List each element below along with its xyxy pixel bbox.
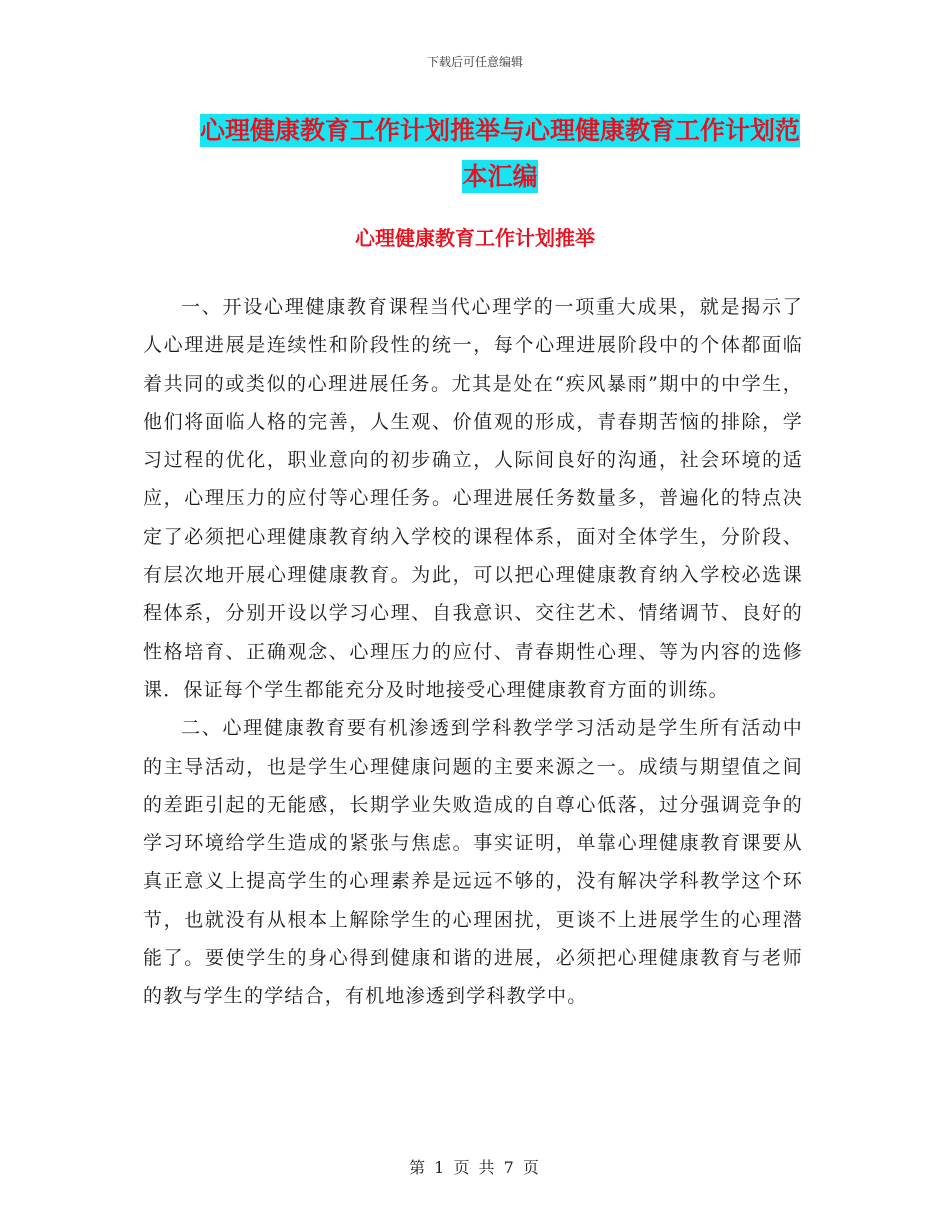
page-number: 第 1 页 共 7 页 [409, 1158, 541, 1177]
paragraph: 一、开设心理健康教育课程当代心理学的一项重大成果，就是揭示了人心理进展是连续性和阶段性的统一，每个心理进展阶段中的个体都面临着共同的或类似的心理进展任务。尤其是处在“疾风暴雨”期中的中学生，他们将面临人格的完善，人生观、价值观的形成，青春期苦恼的排除，学习过程的优化，职业意向的初步确立，人际间良好的沟通，社会环境的适应，心理压力的应付等心理任务。心理进展任务数量多，普遍化的特点决定了必须把心理健康教育纳入学校的课程体系，面对全体学生，分阶段、有层次地开展心理健康教育。为此，可以把心理健康教育纳入学校必选课程体系，分别开设以学习心理、自我意识、交往艺术、情绪调节、良好的性格培育、正确观念、心理压力的应付、青春期性心理、等为内容的选修课．保证每个学生都能充分及时地接受心理健康教育方面的训练。 [143, 296, 803, 701]
paragraph: 二、心理健康教育要有机渗透到学科教学学习活动是学生所有活动中的主导活动，也是学生心理健康问题的主要来源之一。成绩与期望值之间的差距引起的无能感，长期学业失败造成的自尊心低落，过分强调竞争的学习环境给学生造成的紧张与焦虑。事实证明，单靠心理健康教育课要从真正意义上提高学生的心理素养是远远不够的，没有解决学科教学这个环节，也就没有从根本上解除学生的心理困扰，更谈不上进展学生的心理潜能了。要使学生的身心得到健康和谐的进展，必须把心理健康教育与老师的教与学生的学结合，有机地渗透到学科教学中。 [143, 717, 803, 1008]
document-title [190, 108, 810, 200]
document-title-text: 心理健康教育工作计划推举与心理健康教育工作计划范本汇编 [199, 116, 800, 191]
section-body [143, 288, 803, 1016]
page-header: 下载后可任意编辑 [426, 55, 523, 69]
section-heading: 心理健康教育工作计划推举 [355, 226, 595, 250]
